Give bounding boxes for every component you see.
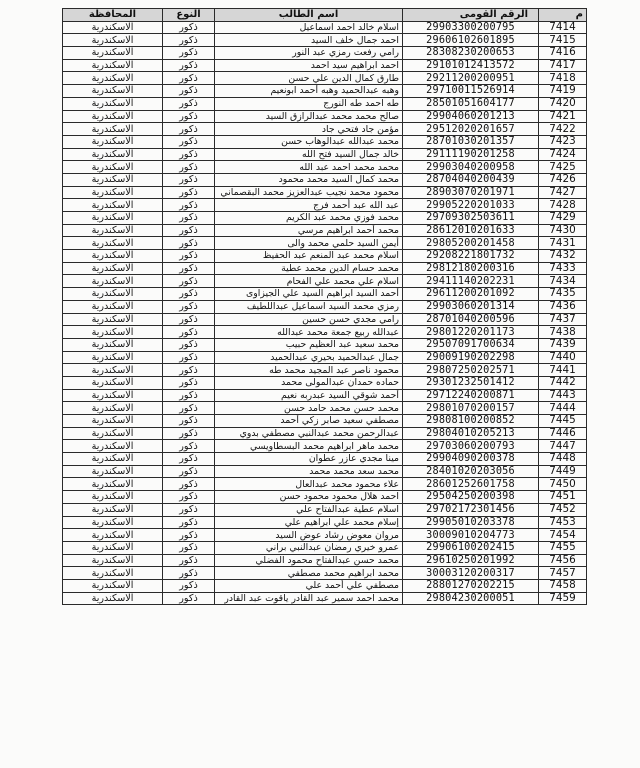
row-number: 7456: [539, 554, 587, 567]
national-id-cell: 29904060201213: [403, 110, 539, 123]
table-row: [63, 275, 587, 288]
governorate-cell: الاسكندرية: [63, 123, 163, 136]
national-id-cell: 29808100200852: [403, 415, 539, 428]
gender-cell: ذكور: [163, 85, 215, 98]
table-row: [63, 72, 587, 85]
national-id-cell: 29009190202298: [403, 351, 539, 364]
governorate-cell: الاسكندرية: [63, 34, 163, 47]
governorate-cell: الاسكندرية: [63, 440, 163, 453]
governorate-cell: الاسكندرية: [63, 21, 163, 34]
governorate-cell: الاسكندرية: [63, 250, 163, 263]
gender-cell: ذكور: [163, 592, 215, 605]
table-row: [63, 465, 587, 478]
table-row: [63, 376, 587, 389]
header-student-name: اسم الطالب: [215, 9, 403, 22]
gender-cell: ذكور: [163, 554, 215, 567]
student-name-cell: عبد الله عبد أحمد فرج: [215, 199, 403, 212]
gender-cell: ذكور: [163, 300, 215, 313]
student-name-cell: جمال عبدالحميد بحيري عبدالحميد: [215, 351, 403, 364]
student-name-cell: وهبه عبدالحميد وهبه أحمد ابونعيم: [215, 85, 403, 98]
governorate-cell: الاسكندرية: [63, 554, 163, 567]
gender-cell: ذكور: [163, 237, 215, 250]
gender-cell: ذكور: [163, 173, 215, 186]
student-name-cell: مؤمن جاد فتحي جاد: [215, 123, 403, 136]
row-number: 7436: [539, 300, 587, 313]
row-number: 7418: [539, 72, 587, 85]
student-name-cell: احمد هلال محمود محمود حسن: [215, 491, 403, 504]
row-number: 7454: [539, 529, 587, 542]
table-row: [63, 173, 587, 186]
governorate-cell: الاسكندرية: [63, 338, 163, 351]
table-row: [63, 59, 587, 72]
student-name-cell: محمد احمد سمير عبد القادر ياقوت عبد القادر: [215, 592, 403, 605]
gender-cell: ذكور: [163, 579, 215, 592]
row-number: 7430: [539, 224, 587, 237]
gender-cell: ذكور: [163, 567, 215, 580]
row-number: 7440: [539, 351, 587, 364]
table-row: [63, 199, 587, 212]
student-name-cell: محمد محمد احمد عبد الله: [215, 161, 403, 174]
row-number: 7416: [539, 47, 587, 60]
student-name-cell: اسلام علي محمد علي الفحام: [215, 275, 403, 288]
row-number: 7425: [539, 161, 587, 174]
table-row: [63, 148, 587, 161]
student-name-cell: رامي مجدي حسن حسين: [215, 313, 403, 326]
national-id-cell: 29710011526914: [403, 85, 539, 98]
gender-cell: ذكور: [163, 338, 215, 351]
table-row: [63, 97, 587, 110]
national-id-cell: 29211200200951: [403, 72, 539, 85]
student-name-cell: محمد حسن عبدالفتاح محمود الفضلي: [215, 554, 403, 567]
table-row: [63, 300, 587, 313]
row-number: 7417: [539, 59, 587, 72]
row-number: 7433: [539, 262, 587, 275]
student-name-cell: محمد ابراهيم محمد مصطفي: [215, 567, 403, 580]
governorate-cell: الاسكندرية: [63, 376, 163, 389]
governorate-cell: الاسكندرية: [63, 592, 163, 605]
row-number: 7421: [539, 110, 587, 123]
national-id-cell: 29703060200793: [403, 440, 539, 453]
national-id-cell: 28612010201633: [403, 224, 539, 237]
table-row: [63, 579, 587, 592]
row-number: 7441: [539, 364, 587, 377]
row-number: 7457: [539, 567, 587, 580]
table-row: [63, 313, 587, 326]
gender-cell: ذكور: [163, 453, 215, 466]
student-name-cell: إسلام محمد علي ابراهيم علي: [215, 516, 403, 529]
gender-cell: ذكور: [163, 199, 215, 212]
national-id-cell: 29101012413572: [403, 59, 539, 72]
gender-cell: ذكور: [163, 465, 215, 478]
student-name-cell: احمد ابراهيم سيد احمد: [215, 59, 403, 72]
table-row: [63, 34, 587, 47]
student-name-cell: صالح محمد محمد عبدالرازق السيد: [215, 110, 403, 123]
governorate-cell: الاسكندرية: [63, 415, 163, 428]
national-id-cell: 28701030201357: [403, 135, 539, 148]
governorate-cell: الاسكندرية: [63, 212, 163, 225]
gender-cell: ذكور: [163, 402, 215, 415]
row-number: 7420: [539, 97, 587, 110]
row-number: 7459: [539, 592, 587, 605]
governorate-cell: الاسكندرية: [63, 59, 163, 72]
table-row: [63, 402, 587, 415]
governorate-cell: الاسكندرية: [63, 579, 163, 592]
governorate-cell: الاسكندرية: [63, 288, 163, 301]
gender-cell: ذكور: [163, 415, 215, 428]
header-num: م: [539, 9, 587, 22]
table-row: [63, 288, 587, 301]
national-id-cell: 28501051604177: [403, 97, 539, 110]
gender-cell: ذكور: [163, 224, 215, 237]
governorate-cell: الاسكندرية: [63, 503, 163, 516]
gender-cell: ذكور: [163, 97, 215, 110]
national-id-cell: 29904090200378: [403, 453, 539, 466]
national-id-cell: 28401020203056: [403, 465, 539, 478]
row-number: 7451: [539, 491, 587, 504]
student-name-cell: محمود محمد نجيب عبدالعزيز محمد البقصماني: [215, 186, 403, 199]
row-number: 7437: [539, 313, 587, 326]
student-name-cell: عمرو خيري رمضان عبدالنبي براني: [215, 541, 403, 554]
gender-cell: ذكور: [163, 148, 215, 161]
gender-cell: ذكور: [163, 326, 215, 339]
governorate-cell: الاسكندرية: [63, 529, 163, 542]
governorate-cell: الاسكندرية: [63, 237, 163, 250]
gender-cell: ذكور: [163, 516, 215, 529]
national-id-cell: 28701040200596: [403, 313, 539, 326]
table-row: [63, 351, 587, 364]
national-id-cell: 28704040200439: [403, 173, 539, 186]
table-row: [63, 592, 587, 605]
table-row: [63, 364, 587, 377]
row-number: 7443: [539, 389, 587, 402]
table-row: [63, 491, 587, 504]
table-row: [63, 415, 587, 428]
gender-cell: ذكور: [163, 541, 215, 554]
row-number: 7432: [539, 250, 587, 263]
gender-cell: ذكور: [163, 313, 215, 326]
governorate-cell: الاسكندرية: [63, 262, 163, 275]
student-name-cell: مينا مجدي عازر عطوان: [215, 453, 403, 466]
row-number: 7423: [539, 135, 587, 148]
governorate-cell: الاسكندرية: [63, 453, 163, 466]
gender-cell: ذكور: [163, 186, 215, 199]
row-number: 7448: [539, 453, 587, 466]
national-id-cell: 29504250200398: [403, 491, 539, 504]
governorate-cell: الاسكندرية: [63, 161, 163, 174]
row-number: 7424: [539, 148, 587, 161]
student-name-cell: طارق كمال الدين علي حسن: [215, 72, 403, 85]
governorate-cell: الاسكندرية: [63, 478, 163, 491]
governorate-cell: الاسكندرية: [63, 491, 163, 504]
national-id-cell: 29301232501412: [403, 376, 539, 389]
table-row: [63, 427, 587, 440]
gender-cell: ذكور: [163, 123, 215, 136]
national-id-cell: 29903300200795: [403, 21, 539, 34]
governorate-cell: الاسكندرية: [63, 148, 163, 161]
gender-cell: ذكور: [163, 427, 215, 440]
row-number: 7438: [539, 326, 587, 339]
student-name-cell: محمد أحمد ابراهيم مرسي: [215, 224, 403, 237]
governorate-cell: الاسكندرية: [63, 85, 163, 98]
student-name-cell: طه احمد طه النورج: [215, 97, 403, 110]
table-row: [63, 541, 587, 554]
student-name-cell: محمود ناصر عبد المجيد محمد طه: [215, 364, 403, 377]
table-row: [63, 389, 587, 402]
national-id-cell: 29111190201258: [403, 148, 539, 161]
row-number: 7426: [539, 173, 587, 186]
national-id-cell: 29606102601895: [403, 34, 539, 47]
row-number: 7453: [539, 516, 587, 529]
table-row: [63, 237, 587, 250]
student-name-cell: محمد سعيد عبد العظيم حبيب: [215, 338, 403, 351]
row-number: 7458: [539, 579, 587, 592]
national-id-cell: 29804230200051: [403, 592, 539, 605]
student-name-cell: أيمن السيد حلمي محمد والى: [215, 237, 403, 250]
row-number: 7434: [539, 275, 587, 288]
governorate-cell: الاسكندرية: [63, 72, 163, 85]
national-id-cell: 28308230200653: [403, 47, 539, 60]
governorate-cell: الاسكندرية: [63, 351, 163, 364]
table-row: [63, 503, 587, 516]
national-id-cell: 29801220201173: [403, 326, 539, 339]
governorate-cell: الاسكندرية: [63, 313, 163, 326]
student-name-cell: محمد فوزي محمد عبد الكريم: [215, 212, 403, 225]
national-id-cell: 29712240200871: [403, 389, 539, 402]
national-id-cell: 29807250202571: [403, 364, 539, 377]
gender-cell: ذكور: [163, 135, 215, 148]
gender-cell: ذكور: [163, 503, 215, 516]
row-number: 7445: [539, 415, 587, 428]
national-id-cell: 29702172301456: [403, 503, 539, 516]
national-id-cell: 29512020201657: [403, 123, 539, 136]
student-name-cell: اسلام عطية عبدالفتاح علي: [215, 503, 403, 516]
row-number: 7429: [539, 212, 587, 225]
students-table: [62, 8, 587, 605]
table-header-row: [63, 9, 587, 22]
row-number: 7427: [539, 186, 587, 199]
row-number: 7414: [539, 21, 587, 34]
national-id-cell: 29805200201458: [403, 237, 539, 250]
governorate-cell: الاسكندرية: [63, 364, 163, 377]
national-id-cell: 28601252601758: [403, 478, 539, 491]
table-row: [63, 250, 587, 263]
table-row: [63, 453, 587, 466]
national-id-cell: 29812180200316: [403, 262, 539, 275]
national-id-cell: 29411140202231: [403, 275, 539, 288]
governorate-cell: الاسكندرية: [63, 173, 163, 186]
gender-cell: ذكور: [163, 21, 215, 34]
national-id-cell: 29903060201314: [403, 300, 539, 313]
national-id-cell: 30009010204773: [403, 529, 539, 542]
student-name-cell: علاء محمود محمد عبدالعال: [215, 478, 403, 491]
gender-cell: ذكور: [163, 262, 215, 275]
gender-cell: ذكور: [163, 389, 215, 402]
row-number: 7415: [539, 34, 587, 47]
governorate-cell: الاسكندرية: [63, 389, 163, 402]
gender-cell: ذكور: [163, 376, 215, 389]
national-id-cell: 29208221801732: [403, 250, 539, 263]
national-id-cell: 29906100202415: [403, 541, 539, 554]
table-row: [63, 186, 587, 199]
row-number: 7419: [539, 85, 587, 98]
row-number: 7422: [539, 123, 587, 136]
national-id-cell: 29804010205213: [403, 427, 539, 440]
governorate-cell: الاسكندرية: [63, 516, 163, 529]
table-row: [63, 262, 587, 275]
governorate-cell: الاسكندرية: [63, 110, 163, 123]
table-row: [63, 567, 587, 580]
student-name-cell: أحمد شوقي السيد عبدربه نعيم: [215, 389, 403, 402]
student-name-cell: محمد حسام الدين محمد عطية: [215, 262, 403, 275]
gender-cell: ذكور: [163, 59, 215, 72]
national-id-cell: 29905220201033: [403, 199, 539, 212]
row-number: 7444: [539, 402, 587, 415]
row-number: 7428: [539, 199, 587, 212]
governorate-cell: الاسكندرية: [63, 47, 163, 60]
governorate-cell: الاسكندرية: [63, 199, 163, 212]
row-number: 7455: [539, 541, 587, 554]
student-name-cell: أحمد السيد ابراهيم السيد علي الجيزاوى: [215, 288, 403, 301]
student-name-cell: محمد حسن محمد حامد حسن: [215, 402, 403, 415]
governorate-cell: الاسكندرية: [63, 300, 163, 313]
national-id-cell: 29903040200958: [403, 161, 539, 174]
student-name-cell: احمد جمال خلف السيد: [215, 34, 403, 47]
governorate-cell: الاسكندرية: [63, 567, 163, 580]
gender-cell: ذكور: [163, 364, 215, 377]
governorate-cell: الاسكندرية: [63, 402, 163, 415]
table-row: [63, 440, 587, 453]
student-name-cell: محمد ماهر ابراهيم محمد البسطاويسي: [215, 440, 403, 453]
national-id-cell: 29801070200157: [403, 402, 539, 415]
table-row: [63, 161, 587, 174]
student-name-cell: رمزي محمد السيد اسماعيل عبداللطيف: [215, 300, 403, 313]
student-name-cell: خالد جمال السيد فتح الله: [215, 148, 403, 161]
table-row: [63, 212, 587, 225]
governorate-cell: الاسكندرية: [63, 275, 163, 288]
gender-cell: ذكور: [163, 34, 215, 47]
student-name-cell: عبدالرحمن محمد عبدالنبي مصطفي بدوي: [215, 427, 403, 440]
header-governorate: المحافظة: [63, 9, 163, 22]
gender-cell: ذكور: [163, 491, 215, 504]
student-name-cell: مصطفي سعيد صابر زكي أحمد: [215, 415, 403, 428]
student-name-cell: حماده حمدان عبدالمولى محمد: [215, 376, 403, 389]
table-row: [63, 110, 587, 123]
student-name-cell: اسلام خالد احمد اسماعيل: [215, 21, 403, 34]
gender-cell: ذكور: [163, 529, 215, 542]
gender-cell: ذكور: [163, 72, 215, 85]
header-national-id: الرقم القومى: [403, 9, 539, 22]
row-number: 7442: [539, 376, 587, 389]
table-row: [63, 326, 587, 339]
gender-cell: ذكور: [163, 440, 215, 453]
table-row: [63, 478, 587, 491]
student-name-cell: محمد سعد محمد محمد: [215, 465, 403, 478]
header-gender: النوع: [163, 9, 215, 22]
row-number: 7435: [539, 288, 587, 301]
student-name-cell: مصطفي علي أحمد علي: [215, 579, 403, 592]
national-id-cell: 29709302503611: [403, 212, 539, 225]
national-id-cell: 28801270202215: [403, 579, 539, 592]
national-id-cell: 29905010203378: [403, 516, 539, 529]
governorate-cell: الاسكندرية: [63, 224, 163, 237]
gender-cell: ذكور: [163, 351, 215, 364]
national-id-cell: 28903070201971: [403, 186, 539, 199]
gender-cell: ذكور: [163, 288, 215, 301]
governorate-cell: الاسكندرية: [63, 186, 163, 199]
table-row: [63, 516, 587, 529]
gender-cell: ذكور: [163, 47, 215, 60]
national-id-cell: 30003120200317: [403, 567, 539, 580]
row-number: 7447: [539, 440, 587, 453]
governorate-cell: الاسكندرية: [63, 135, 163, 148]
governorate-cell: الاسكندرية: [63, 541, 163, 554]
gender-cell: ذكور: [163, 110, 215, 123]
table-row: [63, 529, 587, 542]
gender-cell: ذكور: [163, 250, 215, 263]
gender-cell: ذكور: [163, 478, 215, 491]
governorate-cell: الاسكندرية: [63, 465, 163, 478]
governorate-cell: الاسكندرية: [63, 427, 163, 440]
gender-cell: ذكور: [163, 212, 215, 225]
table-row: [63, 554, 587, 567]
gender-cell: ذكور: [163, 161, 215, 174]
row-number: 7431: [539, 237, 587, 250]
student-name-cell: محمد كمال السيد محمد محمود: [215, 173, 403, 186]
row-number: 7449: [539, 465, 587, 478]
gender-cell: ذكور: [163, 275, 215, 288]
student-name-cell: اسلام محمد عبد المنعم عبد الحفيظ: [215, 250, 403, 263]
student-name-cell: مروان معوض رشاد عوض السيد: [215, 529, 403, 542]
row-number: 7439: [539, 338, 587, 351]
table-row: [63, 135, 587, 148]
national-id-cell: 29610250201992: [403, 554, 539, 567]
governorate-cell: الاسكندرية: [63, 97, 163, 110]
table-row: [63, 85, 587, 98]
table-row: [63, 47, 587, 60]
table-row: [63, 338, 587, 351]
row-number: 7446: [539, 427, 587, 440]
table-row: [63, 224, 587, 237]
table-row: [63, 123, 587, 136]
national-id-cell: 29507091700634: [403, 338, 539, 351]
row-number: 7452: [539, 503, 587, 516]
student-name-cell: رامي رفعت رمزي عبد النور: [215, 47, 403, 60]
student-name-cell: عبدالله ربيع جمعة محمد عبدالله: [215, 326, 403, 339]
governorate-cell: الاسكندرية: [63, 326, 163, 339]
table-row: [63, 21, 587, 34]
student-list-sheet: [62, 8, 586, 713]
row-number: 7450: [539, 478, 587, 491]
student-name-cell: محمد عبدالله عبدالوهاب حسن: [215, 135, 403, 148]
national-id-cell: 29611200201092: [403, 288, 539, 301]
